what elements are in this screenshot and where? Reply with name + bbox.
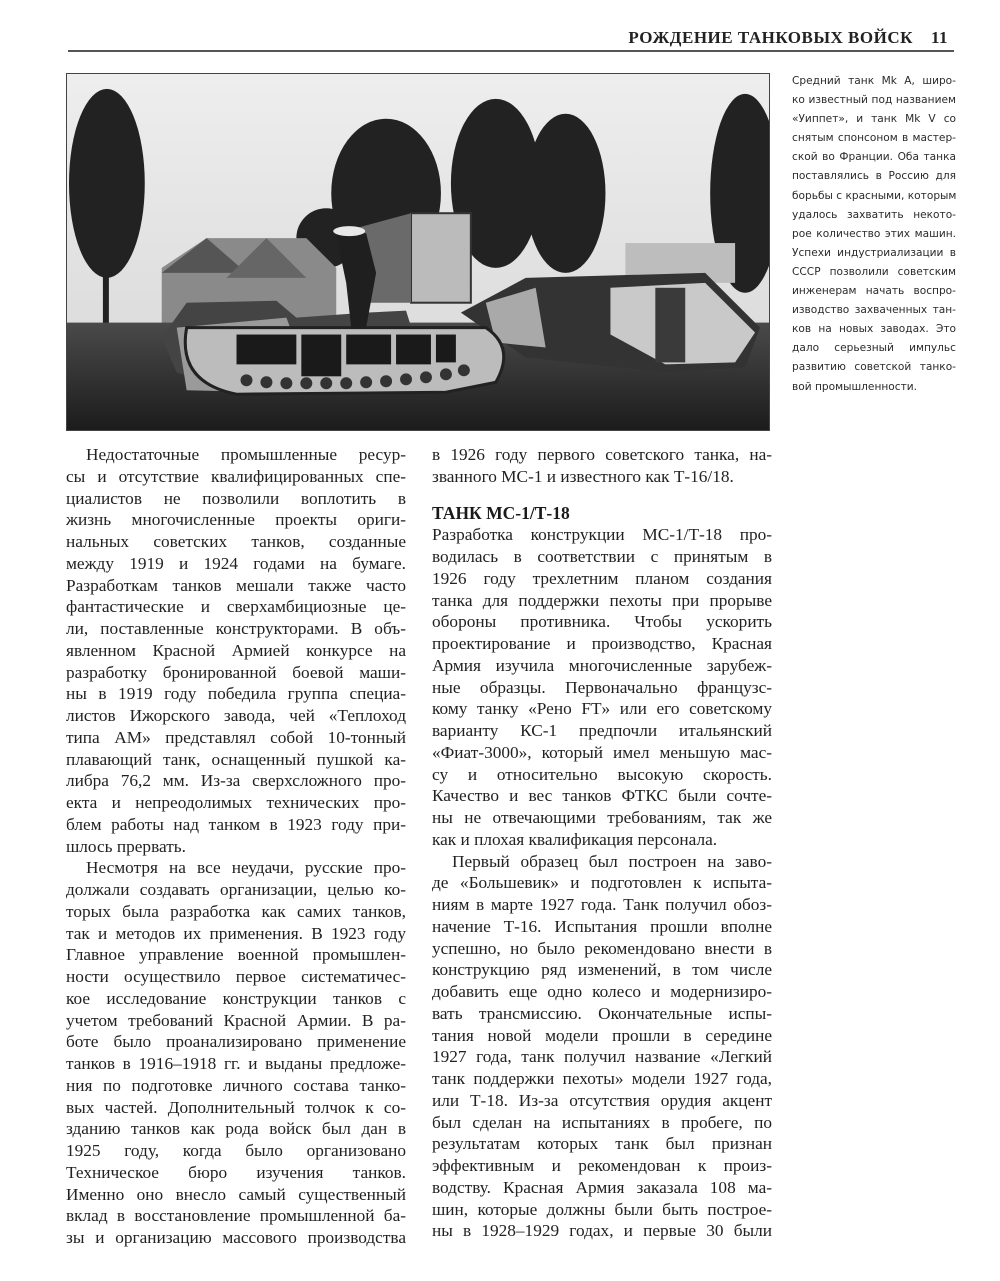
text-line: Недостаточные промышленные ресур- (86, 445, 406, 464)
text-line: результатам которых танк был признан (432, 1134, 772, 1154)
text-line: Армия изучила многочисленные зарубеж- (432, 655, 772, 675)
left-text-column (66, 444, 406, 1249)
caption-line: ко известный под названием (792, 94, 956, 107)
caption-line: борьбы с красными, которым (792, 189, 957, 202)
text-line: типа АМ» представлял собой 10-тонный (66, 727, 406, 747)
paragraph (66, 444, 406, 857)
text-line: водилась в соответствии с принятым в (432, 547, 772, 566)
text-line: водству. Красная Армия заказала 108 ма- (432, 1177, 772, 1197)
right-text-column (432, 444, 772, 1242)
caption-line: ской во Франции. Оба танка (792, 151, 956, 164)
text-line: танк поддержки пехоты» модели 1927 года, (432, 1069, 772, 1088)
text-line: в 1926 году первого советского танка, на- (432, 445, 772, 464)
caption-line: удалось захватить некото- (792, 208, 956, 221)
text-line: Именно оно внесло самый существенный (66, 1184, 406, 1204)
text-line: явленном Красной Армией конкурсе на (66, 640, 406, 660)
text-line: как и плохая квалификация персонала. (432, 829, 718, 849)
caption-line: вой промышленности. (792, 380, 918, 393)
section-heading: ТАНК МС-1/Т-18 (432, 502, 570, 523)
caption-line: снятым спонсоном в мастер- (792, 132, 956, 145)
text-line: конструкцию ряд изменений, в том числе (432, 960, 772, 980)
chapter-title: РОЖДЕНИЕ ТАНКОВЫХ ВОЙСК (628, 28, 913, 47)
running-head (68, 28, 954, 52)
text-line: званного МС-1 и известного как Т-16/18. (432, 466, 734, 486)
text-line: плавающий танк, оснащенный пушкой ка- (66, 749, 406, 769)
text-line: жизнь многочисленные проекты ориги- (66, 510, 406, 530)
text-line: ниям в марте 1927 года. Танк получил обоз- (432, 895, 772, 914)
text-line: танка для поддержки пехоты при прорыве (432, 590, 772, 610)
text-line: вать трансмиссию. Окончательные испы- (432, 1003, 772, 1023)
text-line: 1927 года, танк получил название «Легкий (432, 1047, 772, 1067)
text-line: добавить еще одно колесо и модернизиро- (432, 982, 772, 1001)
caption-line: изводство захваченных тан- (792, 304, 956, 317)
text-line: Качество и вес танков ФТКС были сочте- (432, 786, 772, 806)
text-line: ны не отвечающими требованиям, так же (432, 808, 772, 827)
figure-caption (792, 72, 956, 397)
text-line: кому танку «Рено FT» или его советскому (432, 699, 772, 719)
text-line: торых была разработка как самих танков, (66, 901, 406, 921)
text-line: листов Ижорского завода, чей «Теплоход (66, 706, 406, 725)
text-line: вых частей. Дополнительный толчок к со- (66, 1097, 406, 1117)
text-line: блем работы над танком в 1923 году при- (66, 814, 406, 834)
caption-line: СССР позволили советским (792, 265, 956, 278)
caption-line: поставлялись в Россию для (792, 170, 956, 183)
text-line: шин, которые должны были быть построе- (432, 1199, 772, 1219)
text-line: обороны противника. Чтобы ускорить (432, 612, 772, 632)
text-line: нальных советских танков, созданные (66, 532, 406, 551)
text-line: екта и непреодолимых технических про- (66, 793, 406, 812)
text-line: танков в 1916–1918 гг. и выданы предложе- (66, 1054, 406, 1073)
paragraph (66, 857, 406, 1249)
text-line: успешно, но было рекомендовано внести в (432, 938, 772, 958)
text-line: между 1919 и 1924 годами на бумаге. (66, 553, 406, 573)
text-line: либра 76,2 мм. Из-за сверхсложного про- (66, 771, 406, 791)
text-line: Разработкам танков мешали также часто (66, 575, 406, 595)
text-line: Техническое бюро изучения танков. (66, 1162, 406, 1182)
tank-photograph (66, 73, 770, 431)
paragraph (432, 851, 772, 1243)
text-line: Главное управление военной промышлен- (66, 945, 406, 965)
text-line: ны в 1928–1929 годах, и первые 30 были (432, 1221, 772, 1241)
text-line: разработку бронированной боевой маши- (66, 662, 406, 682)
caption-line: дало серьезный импульс (792, 342, 956, 355)
text-line: Первый образец был построен на заво- (452, 851, 772, 871)
text-line: де «Большевик» и подготовлен к испыта- (432, 873, 772, 893)
caption-line: Успехи индустриализации в (792, 246, 956, 259)
text-line: «Фиат-3000», который имел меньшую мас- (432, 742, 772, 762)
text-line: зы и организацию массового производства (66, 1228, 406, 1247)
text-line: учетом требований Красной Армии. В ра- (66, 1010, 406, 1030)
text-line: был сделан на испытаниях в пробеге, по (432, 1112, 772, 1132)
text-line: эффективным и рекомендован к произ- (432, 1156, 772, 1175)
text-line: 1926 году трехлетним планом создания (432, 568, 772, 588)
text-line: кое исследование конструкции танков с (66, 988, 406, 1008)
text-line: шлось прервать. (66, 836, 186, 856)
text-line: су и относительно высокую скорость. (432, 764, 772, 784)
text-line: тания новой модели прошли в середине (432, 1025, 772, 1045)
text-line: проектирование и производство, Красная (432, 634, 772, 653)
page-number: 11 (930, 28, 948, 47)
continuation-paragraph (432, 444, 772, 488)
text-line: боте было проанализировано применение (66, 1032, 406, 1052)
text-line: зданию танков как рода войск был дан в (66, 1119, 406, 1139)
text-line: ности осуществило первое систематичес- (66, 967, 406, 986)
caption-line: рое количество этих машин. (792, 227, 956, 240)
text-line: ны в 1919 году победила группа специа- (66, 684, 406, 704)
caption-line: Средний танк Mk A, широ- (792, 75, 956, 87)
caption-line: инженерам начать воспро- (792, 285, 956, 298)
text-line: Разработка конструкции МС-1/Т-18 про- (432, 525, 772, 545)
caption-line: ков на новых заводах. Это (792, 323, 956, 336)
text-line: циалистов не позволили воплотить в (66, 488, 406, 508)
caption-line: развитию советской танко- (792, 361, 956, 374)
text-line: или Т-18. Из-за отсутствия орудия акцент (432, 1090, 772, 1110)
text-line: ные образцы. Первоначально французс- (432, 677, 772, 697)
text-line: 1925 году, когда было организовано (66, 1141, 406, 1160)
text-line: сы и отсутствие квалифицированных спе- (66, 466, 406, 486)
text-line: Несмотря на все неудачи, русские про- (86, 858, 406, 878)
text-line: ния по подготовке личного состава танко- (66, 1075, 406, 1095)
paragraph (432, 524, 772, 850)
text-line: так и методов их применения. В 1923 году (66, 923, 406, 943)
text-line: вклад в восстановление промышленной ба- (66, 1206, 406, 1226)
photo-illustration (67, 74, 769, 430)
text-line: начение Т-16. Испытания прошли вполне (432, 916, 772, 936)
text-line: фантастические и сверхамбициозные це- (66, 597, 406, 617)
text-line: должали создавать организации, целью ко- (66, 880, 406, 899)
text-line: варианту КС-1 предпочли итальянский (432, 721, 772, 740)
text-line: ли, поставленные конструкторами. В объ- (66, 619, 406, 638)
caption-line: «Уиппет», и танк Mk V со (792, 113, 956, 126)
